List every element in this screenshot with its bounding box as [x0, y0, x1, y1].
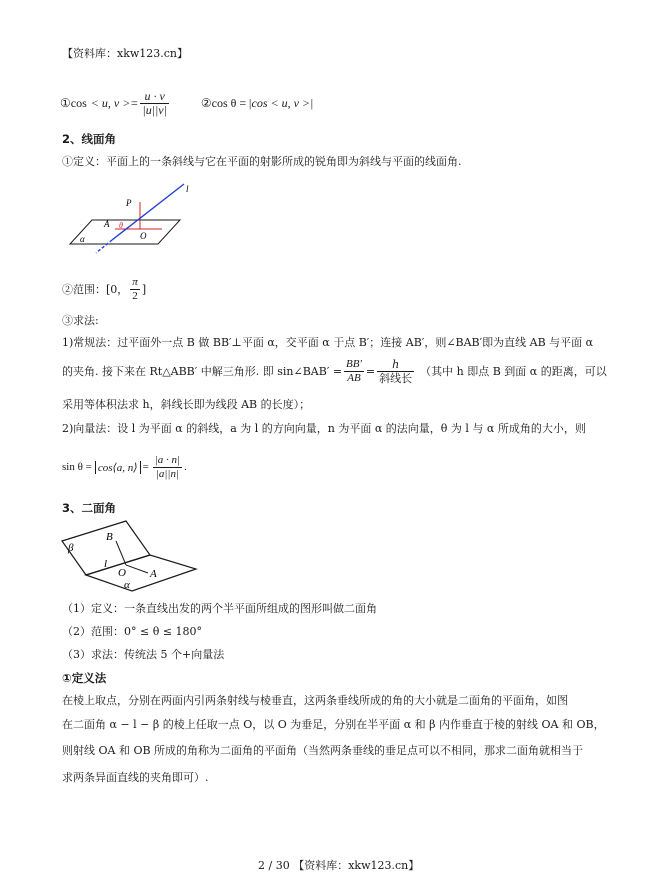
section3-item3: （3）求法：传统法 5 个+向量法 [62, 648, 225, 661]
oblique-line-hidden [96, 240, 112, 253]
range-numerator: π [132, 275, 138, 288]
definition-method-title: ①定义法 [62, 671, 107, 685]
oblique-line-l [112, 184, 184, 240]
figure-line-plane-angle [62, 180, 192, 260]
label-alpha: α [80, 234, 85, 244]
range-denominator: 2 [132, 289, 138, 302]
label-l: l [104, 558, 108, 570]
method1-frac2-den: 斜线长 [379, 371, 413, 385]
method1-frac1 [344, 358, 364, 385]
formula1-prefix: ①cos [60, 95, 87, 110]
method2-lhs: sin θ = [62, 461, 92, 473]
method1-line3: 采用等体积法求 h，斜线长即为线段 AB 的长度）； [62, 398, 311, 411]
paragraph-line2: 在二面角 α − l − β 的棱上任取一点 O，以 O 为垂足，分别在半平面 α 和 β 内作垂直于棱的射线 OA 和 OB， [62, 718, 605, 731]
method1-frac1-den: AB [347, 371, 361, 384]
method2-line1: 2)向量法：设 l 为平面 α 的斜线，a 为 l 的方向向量，n 为平面 α 的法向量，θ 为 l 与 α 所成角的大小，则 [62, 422, 586, 435]
formula1-numerator: u · v [140, 90, 169, 104]
section2-range [62, 274, 146, 304]
method1-line2-tail: （其中 h 即点 B 到面 α 的距离，可以 [420, 364, 607, 378]
ray-OB [116, 541, 126, 565]
method1-frac2 [377, 358, 414, 385]
ray-OA [126, 565, 148, 573]
footer-source: 【资料库：xkw123.cn】 [293, 859, 420, 872]
section3-title: 3、二面角 [62, 501, 117, 515]
method1-frac1-num: BB′ [346, 357, 362, 370]
label-A: A [104, 219, 110, 229]
method2-fraction [153, 454, 182, 481]
half-plane-alpha [86, 555, 196, 591]
label-P: P [126, 198, 132, 208]
method-title: ③求法: [62, 314, 99, 327]
formula-row-vector-cos [60, 86, 313, 120]
paragraph-line4: 求两条异面直线的夹角即可）. [62, 771, 209, 784]
method1-line1: 1)常规法：过平面外一点 B 做 BB′⊥平面 α，交平面 α 于点 B′；连接 AB′，则∠BAB′即为直线 AB 与平面 α [62, 336, 594, 349]
formula1-denominator: |u||v| [142, 102, 167, 117]
method1-eq: = [365, 364, 376, 378]
method2-abs: cos⟨a, n⟩ [95, 461, 141, 474]
formula2-prefix: ②cos θ = [200, 95, 247, 110]
range-fraction [130, 276, 140, 303]
method1-frac2-num: h [377, 358, 414, 372]
section3-item1: （1）定义：一条直线出发的两个半平面所组成的图形叫做二面角 [62, 602, 377, 615]
formula1-fraction [140, 90, 169, 117]
plane-alpha-outline [70, 220, 180, 244]
method2-eq: = [142, 461, 149, 473]
footer-page-number: 2 / 30 [258, 859, 290, 872]
section2-definition: ①定义：平面上的一条斜线与它在平面的射影所成的锐角即为斜线与平面的线面角. [62, 155, 462, 168]
section3-item2: （2）范围：0° ≤ θ ≤ 180° [62, 625, 203, 638]
formula2-rhs: |cos < u, v >| [248, 95, 314, 110]
method2-numerator: |a · n| [154, 453, 181, 466]
method2-formula [62, 448, 187, 486]
label-O: O [118, 567, 126, 579]
method2-denominator: |a||n| [155, 467, 179, 480]
label-beta: β [68, 542, 74, 554]
header-source: 【资料库：xkw123.cn】 [62, 47, 189, 60]
section2-title: 2、线面角 [62, 132, 117, 146]
range-prefix: ②范围：[0， [62, 282, 129, 296]
paragraph-line3: 则射线 OA 和 OB 所成的角称为二面角的平面角（当然两条垂线的垂足点可以不相同，那求二面角就相当于 [62, 744, 584, 757]
label-A: A [150, 568, 157, 580]
label-l: l [186, 184, 189, 194]
label-theta: θ [119, 221, 123, 230]
method1-line2 [62, 355, 607, 387]
method1-line2-text: 的夹角. 接下来在 Rt△ABB′ 中解三角形. 即 sin∠BAB′ = [62, 364, 343, 378]
figure-dihedral-angle [60, 517, 200, 595]
label-alpha: α [124, 579, 130, 591]
label-B: B [106, 531, 113, 543]
label-O: O [140, 231, 147, 241]
range-suffix: ] [141, 282, 147, 296]
formula1-lhs: < u, v >= [90, 95, 139, 110]
method2-end: . [184, 461, 187, 473]
footer [258, 858, 419, 873]
paragraph-line1: 在棱上取点，分别在两面内引两条射线与棱垂直，这两条垂线所成的角的大小就是二面角的平面角，如图 [62, 694, 568, 707]
